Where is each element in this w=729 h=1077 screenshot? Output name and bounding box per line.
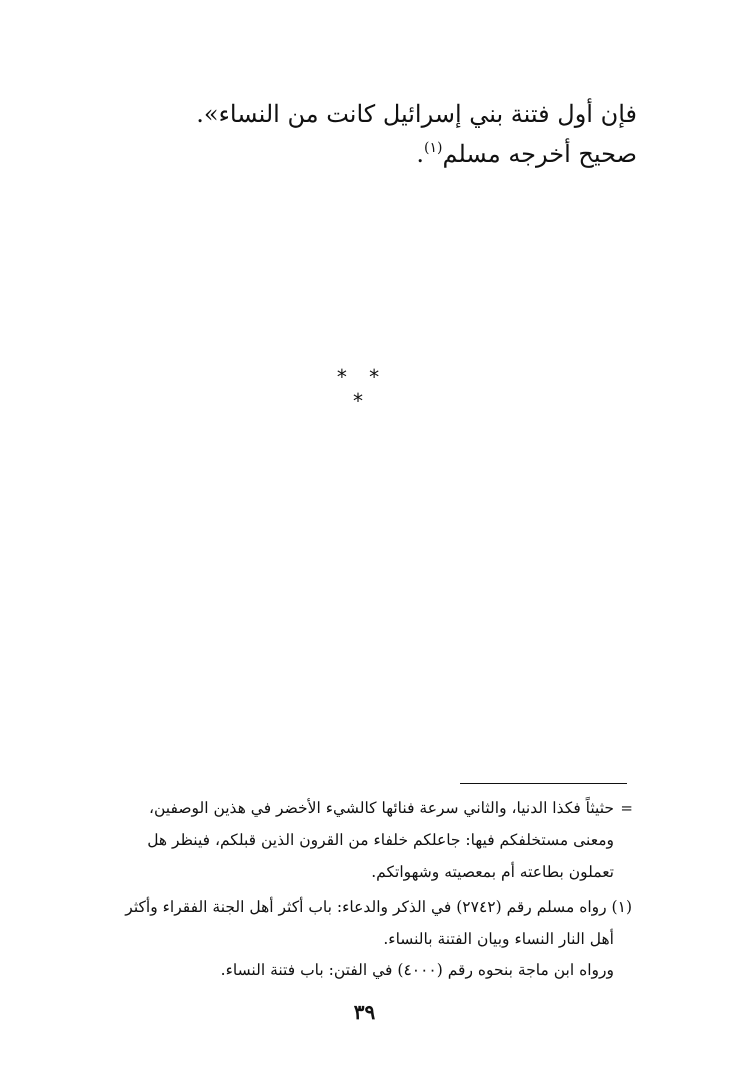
footnote-1-line-2: أهل النار النساء وبيان الفتنة بالنساء. (383, 930, 614, 948)
section-divider: * * * (336, 365, 388, 413)
footnote-continuation-line-3: تعملون بطاعته أم بمعصيته وشهواتكم. (371, 863, 614, 881)
footnote-continuation-marker: = (620, 799, 633, 817)
page-number: ٣٩ (353, 1000, 376, 1024)
main-text-line-2-text: صحيح أخرجه مسلم (442, 140, 637, 168)
footnote-continuation-line-1: حثيثاً فكذا الدنيا، والثاني سرعة فنائها كالشيء الأخضر في هذين الوصفين، (149, 799, 614, 817)
footnote-separator-line (460, 783, 627, 784)
main-text-line-2 (416, 138, 637, 170)
footnote-continuation-line-2: ومعنى مستخلفكم فيها: جاعلكم خلفاء من القرون الذين قبلكم، فينظر هل (147, 831, 614, 849)
footnote-1-line-1: (١) رواه مسلم رقم (٢٧٤٢) في الذكر والدعاء: باب أكثر أهل الجنة الفقراء وأكثر (125, 898, 632, 916)
main-text-line-2-end: . (416, 140, 425, 168)
footnote-1-line-3: ورواه ابن ماجة بنحوه رقم (٤٠٠٠) في الفتن: باب فتنة النساء. (220, 961, 614, 979)
footnote-reference-1[interactable]: (١) (424, 140, 443, 156)
main-text-line-1: فإن أول فتنة بني إسرائيل كانت من النساء». (196, 100, 637, 128)
